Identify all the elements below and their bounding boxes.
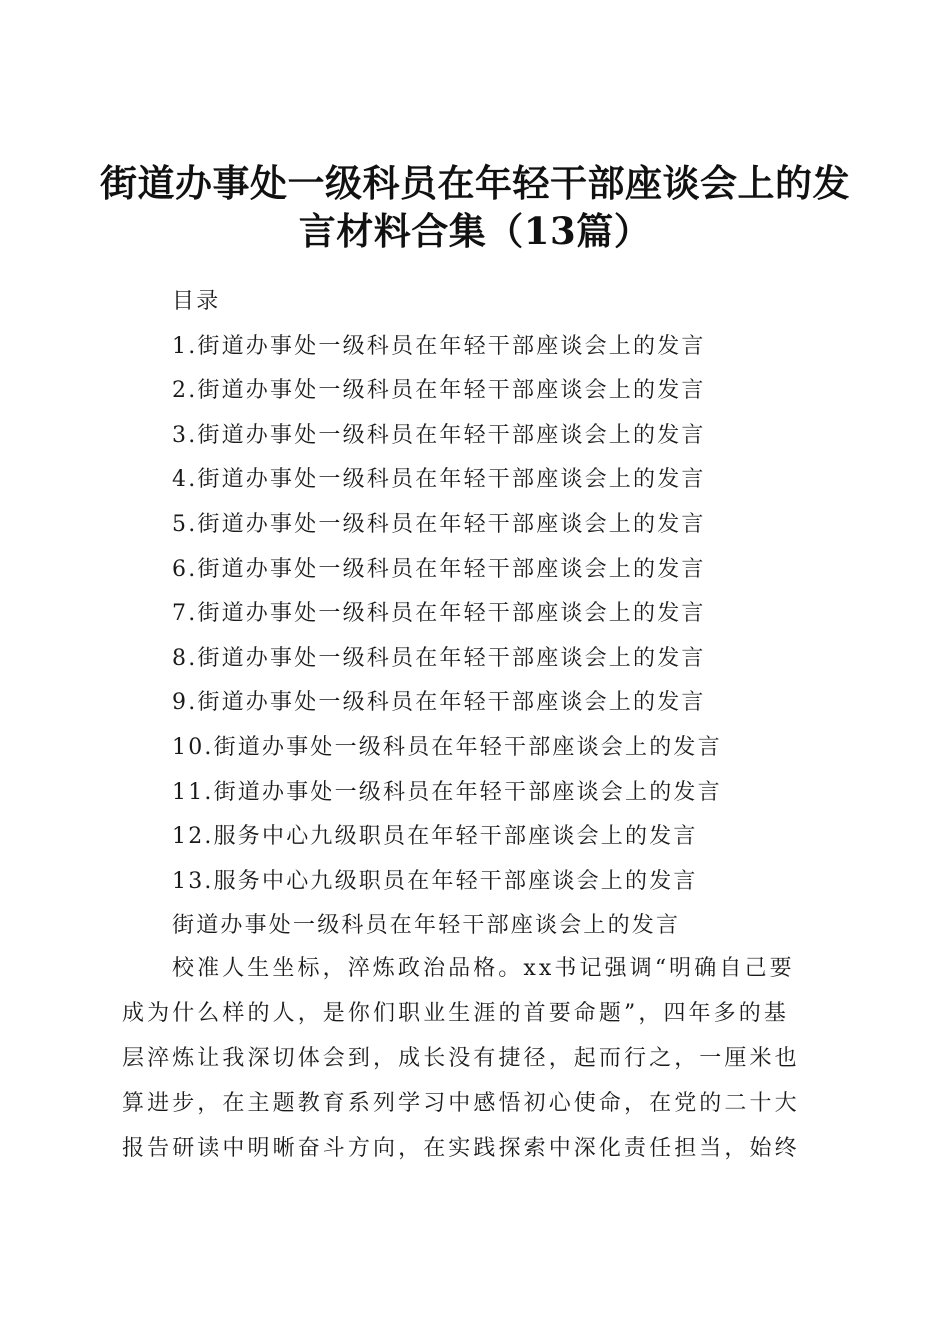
body-paragraph: [122, 946, 828, 1171]
toc-item: 4.街道办事处一级科员在年轻干部座谈会上的发言: [172, 467, 706, 493]
section-title: 街道办事处一级科员在年轻干部座谈会上的发言: [172, 913, 681, 939]
paragraph-line: 校准人生坐标，淬炼政治品格。xx书记强调“明确自己要: [172, 956, 795, 981]
paragraph-line: 层淬炼让我深切体会到，成长没有捷径，起而行之，一厘米也: [122, 1046, 800, 1071]
table-of-contents: [172, 280, 852, 949]
toc-item: 5.街道办事处一级科员在年轻干部座谈会上的发言: [172, 511, 706, 537]
paragraph-line: 算进步，在主题教育系列学习中感悟初心使命，在党的二十大: [122, 1091, 800, 1116]
toc-item: 8.街道办事处一级科员在年轻干部座谈会上的发言: [172, 645, 706, 671]
toc-item: 12.服务中心九级职员在年轻干部座谈会上的发言: [172, 824, 698, 850]
toc-heading: 目录: [172, 289, 221, 314]
toc-item: 6.街道办事处一级科员在年轻干部座谈会上的发言: [172, 556, 706, 582]
toc-item: 13.服务中心九级职员在年轻干部座谈会上的发言: [172, 868, 698, 894]
document-title: [100, 159, 850, 255]
toc-item: 7.街道办事处一级科员在年轻干部座谈会上的发言: [172, 601, 706, 627]
toc-item: 11.街道办事处一级科员在年轻干部座谈会上的发言: [172, 779, 722, 805]
paragraph-line: 报告研读中明晰奋斗方向，在实践探索中深化责任担当，始终: [122, 1136, 800, 1161]
toc-item: 3.街道办事处一级科员在年轻干部座谈会上的发言: [172, 422, 706, 448]
toc-item: 2.街道办事处一级科员在年轻干部座谈会上的发言: [172, 378, 706, 404]
toc-list: [172, 325, 852, 905]
toc-item: 10.街道办事处一级科员在年轻干部座谈会上的发言: [172, 734, 722, 760]
paragraph-line: 成为什么样的人，是你们职业生涯的首要命题”，四年多的基: [122, 1001, 789, 1026]
toc-item: 1.街道办事处一级科员在年轻干部座谈会上的发言: [172, 333, 706, 359]
document-title-line-1: 街道办事处一级科员在年轻干部座谈会上的发: [100, 160, 850, 205]
document-title-line-2: 言材料合集（13篇）: [298, 208, 652, 253]
toc-item: 9.街道办事处一级科员在年轻干部座谈会上的发言: [172, 690, 706, 716]
